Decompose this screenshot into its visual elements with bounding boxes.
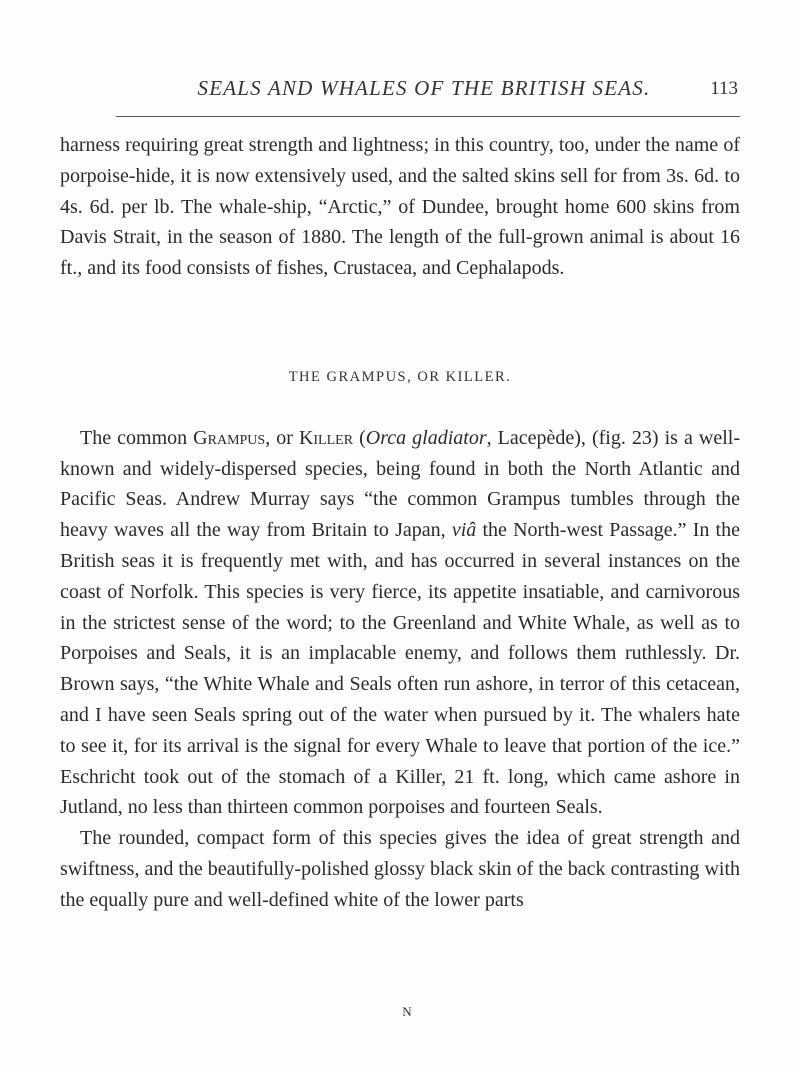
- italic-via: viâ: [451, 519, 477, 542]
- term-grampus: Grampus: [193, 426, 266, 449]
- paragraph-description: The rounded, compact form of this species gives the idea of great strength and swiftness, and the beautifully-polished glossy black skin of the back contrasting with the equally pure and well-defined white of the lower parts: [60, 827, 740, 911]
- text-run: the North-west Passage.” In the British seas it is frequently met with, and has occurred in several instances on the coast of Norfolk. This species is very fierce, its appetite insatiable, and carnivorous in the strictest sense of the word; to the Greenland and White Whale, as well as to Porpoises and Seals, it is an implacable enemy, and follows them ruthlessly. Dr. Brown says, “the White Whale and Seals often run ashore, in terror of this cetacean, and I have seen Seals spring out of the water when pursued by it. The whalers hate to see it, for its arrival is the signal for every Whale to leave that portion of the ice.” Eschricht took out of the stomach of a Killer, 21 ft. long, which came ashore in Jutland, no less than thirteen common porpoises and fourteen Seals.: [60, 519, 740, 819]
- text-run: The common: [80, 426, 194, 449]
- section-heading: THE GRAMPUS, OR KILLER.: [288, 368, 512, 385]
- text-run: (: [353, 426, 366, 449]
- running-head: [110, 76, 738, 106]
- paragraph-grampus-intro: [60, 423, 740, 823]
- text-run: , or: [265, 426, 299, 449]
- species-name: Orca gladiator: [365, 426, 487, 449]
- paragraph-continuation: harness requiring great strength and lightness; in this country, too, under the name of porpoise-hide, it is now extensively used, and the salted skins sell for from 3s. 6d. to 4s. 6d. per lb. The whale-ship, “Arctic,” of Dundee, brought home 600 skins from Davis Strait, in the season of 1880. The length of the full-grown animal is about 16 ft., and its food consists of fishes, Crustacea, and Cephalapods.: [60, 134, 740, 280]
- body-text: [60, 130, 740, 916]
- signature-mark: N: [402, 1004, 412, 1019]
- text-run: , Lacepède), (fig. 23) is a well-known and widely-dispersed species, being found in both the North Atlantic and Pacific Seas. Andrew Murray says “the common Grampus tumbles through the heavy waves all the way from Britain to Japan,: [60, 426, 740, 542]
- page-number: 113: [710, 78, 738, 99]
- running-title: SEALS AND WHALES OF THE BRITISH SEAS.: [197, 76, 651, 100]
- term-killer: Killer: [298, 426, 354, 449]
- header-rule: [116, 116, 740, 117]
